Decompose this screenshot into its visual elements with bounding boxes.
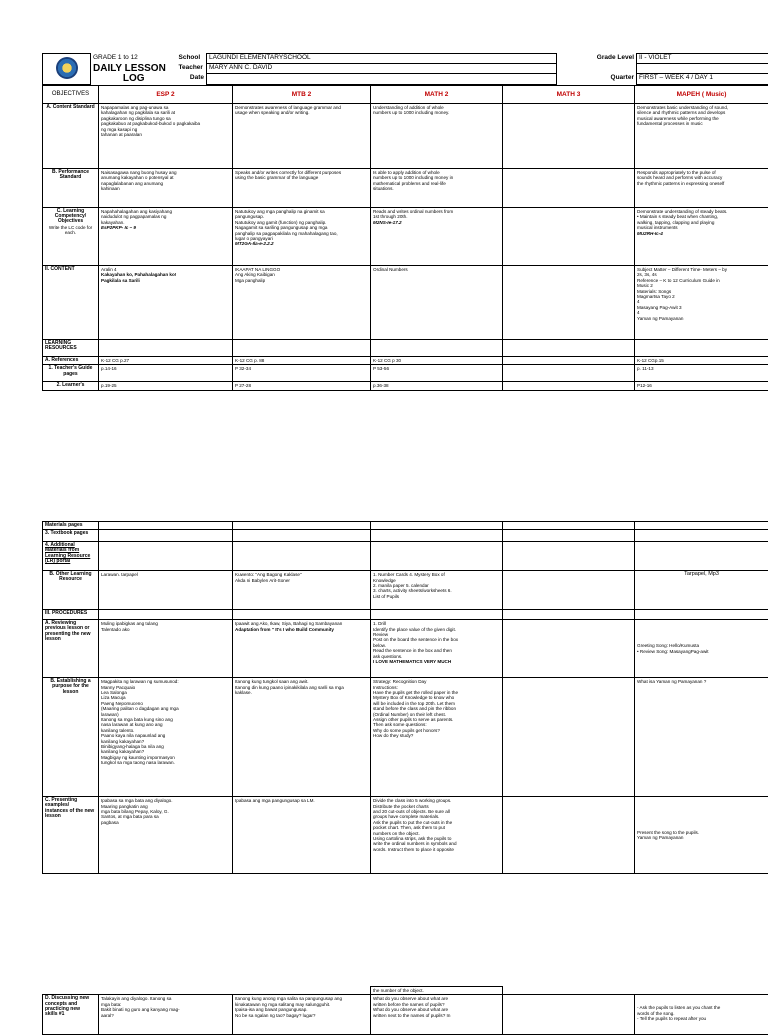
- blank: [635, 340, 768, 357]
- quarter-label: Quarter: [557, 74, 637, 85]
- cell-purpose-math3: [503, 678, 635, 797]
- cell-performance-mapeh: Responds appropriately to the pulse of sounds heard and performs with accuracy the rhythmic patterns in expressing oneself: [635, 169, 768, 208]
- blank: [371, 610, 503, 620]
- mtb-review-text: Ipaawit ang Ako, Ikaw, Siya, Bahagi ng Sambayanan: [235, 621, 368, 626]
- blank: [371, 530, 503, 542]
- blank: [635, 522, 768, 530]
- blank: [233, 340, 371, 357]
- col-esp: ESP 2: [99, 86, 233, 104]
- cell-competency-mtb: [233, 208, 371, 266]
- grade-level-label: Grade Level: [557, 54, 637, 64]
- blank: [99, 530, 233, 542]
- math2-review-text: 1. Drill Identify the place value of the given digit. Review Post on the board the sentence in the box below. Read the sentence in the box and then ask questions.: [373, 621, 500, 659]
- procedures-continued-table: [42, 986, 768, 1035]
- cell-content-standard-esp: Napapamalas ang pag-unawa sa kahalagahan ng pagkilala sa sarili at pagkakaroon ng disiplina tungo sa pagkakabuo at pagkabukod-bukod o pagkakaiba ng mga kasapi ng tahanan at paaralan: [99, 104, 233, 169]
- cell-content-standard-math3: [503, 104, 635, 169]
- blank: [503, 610, 635, 620]
- math2-lc-code: M2NS-Ie-17.2: [373, 220, 500, 225]
- row-label-materials: Materials pages: [43, 522, 99, 530]
- cell-competency-esp: [99, 208, 233, 266]
- mtb-competency-text: Natutukoy ang mga panghalip na ginamit sa pangungusap. Natutukoy ang gamit (function) ng panghalip. Nagagamit sa sariling pangungusap ang mga panghalip sa pagpapakilala ng mahahalagang tao, lugar o pangyayari: [235, 209, 368, 241]
- cell-other-esp: Larawan. tarpapel: [99, 571, 233, 610]
- cell-tg-mapeh: p. 11-13: [635, 365, 768, 382]
- row-label-content-standard: A. Content Standard: [43, 104, 99, 169]
- cell-content-math2: Ordinal Numbers: [371, 266, 503, 340]
- lesson-log-page-2: [42, 521, 768, 874]
- cell-purpose-math2: Strategy: Recognition Day Instructions: Have the pupils get the rolled paper in the Mystery Box of Knowledge to know who will be included in the top 20th. Let them stand before the class and pin the ribbon (Ordinal Number) on their left chest. Assign other pupils to serve as parents. Then ask some questions: Why do some pupils get honors? How do they study?: [371, 678, 503, 797]
- cell-discussing-math3: [503, 995, 635, 1035]
- cell-presenting-esp: Ipabasa sa mga bata ang diyalogo. Maaring pangkatin ang mga bata bilang Pepay, Kaloy, G. Santos, at mga bata para sa pagbasa: [99, 797, 233, 874]
- blank: [371, 542, 503, 571]
- cell-competency-mapeh: [635, 208, 768, 266]
- blank: [43, 987, 99, 995]
- cell-other-mapeh: Tarpapel, Mp3: [635, 571, 768, 610]
- cell-references-math2: K-12 CG p 30: [371, 357, 503, 365]
- cell-references-mapeh: K-12 CGp.15: [635, 357, 768, 365]
- blank: [233, 610, 371, 620]
- competency-label: C. Learning Competency/ Objectives: [45, 209, 96, 225]
- blank: [99, 542, 233, 571]
- blank: [99, 610, 233, 620]
- procedures-table: [42, 521, 768, 874]
- cell-performance-esp: Naisasagawa nang buong husay ang anumang kakayahan o potensyal at napaglalabanan ang anumang kahinaan: [99, 169, 233, 208]
- blank: [503, 522, 635, 530]
- col-mtb: MTB 2: [233, 86, 371, 104]
- cell-reviewing-math3: [503, 620, 635, 678]
- blank: [233, 987, 371, 995]
- blank: [503, 340, 635, 357]
- math2-review-sentence: I LOVE MATHEMATICS VERY MUCH: [373, 659, 500, 664]
- blank: [233, 542, 371, 571]
- cell-presenting-math3: [503, 797, 635, 874]
- cell-learners-math2: p.36-38: [371, 382, 503, 390]
- row-label-additional-materials: 4. Additional Materials from Learning Resource (LR) portal: [43, 542, 99, 571]
- blank: [99, 522, 233, 530]
- esp-lc-code: EsP2PKP- Ic – 9: [101, 225, 230, 230]
- cell-competency-math2: [371, 208, 503, 266]
- cell-other-math2: 1. Number Cards 4. Mystery Box of Knowledge 2. manila paper 5. calendar 3. charts, activity sheets/worksheets 6. List of Pupils: [371, 571, 503, 610]
- row-label-content: II. CONTENT: [43, 266, 99, 340]
- date-value: [207, 74, 557, 85]
- cell-learners-math3: [503, 382, 635, 390]
- blank: [503, 542, 635, 571]
- cell-references-math3: [503, 357, 635, 365]
- cell-performance-math2: Is able to apply addition of whole numbers up to 1000 including money in mathematical problems and real-life situations.: [371, 169, 503, 208]
- cell-tg-esp: p.14-16: [99, 365, 233, 382]
- teacher-label: Teacher: [177, 64, 207, 74]
- cell-tg-mtb: P 32-34: [233, 365, 371, 382]
- cell-content-standard-mapeh: Demonstrates basic understanding of sound, silence and rhythmic patterns and develops musical awareness while performing the fundamental processes in music: [635, 104, 768, 169]
- cell-presenting-mapeh: Present the song to the pupils. Yaman ng Pamayanan: [635, 797, 768, 874]
- cell-tg-math3: [503, 365, 635, 382]
- cell-content-esp: [99, 266, 233, 340]
- cell-content-mapeh: Subject Matter – Different Time- Meters – by 2s, 3s, 4s Reference – K to 12 Curriculum Guide in Music 2 Materials: Songs Magmartsa Tayo 2 4 Masayang Pag-Awit 3 4 Yaman ng Pamayanan: [635, 266, 768, 340]
- cell-purpose-esp: Magpakita ng larawan ng sumusunod: Manny Pacquaio Lea Salonga Liza Macuja Paeng Nepomuceno (Maaring palitan o dagdagan ang mga larawan) Itanong sa mga bata kung sino ang nasa larawan at kung ano ang kanilang talento. Paano kaya nila napaunlad ang kanilang kakayahan? Binibigyang-halaga ba nila ang kanilang kakayahan? Magbigay ng kaunting impormasyon tungkol sa mga taong nasa larawan.: [99, 678, 233, 797]
- blank: [557, 64, 637, 74]
- row-label-textbook: 3. Textbook pages: [43, 530, 99, 542]
- school-value: LAGUNDI ELEMENTARYSCHOOL: [207, 54, 557, 64]
- blank: [503, 987, 635, 995]
- title-line2: LOG: [91, 74, 177, 85]
- cell-learners-mapeh: P12-16: [635, 382, 768, 390]
- blank: [635, 542, 768, 571]
- blank: [233, 522, 371, 530]
- mapeh-competency-text: Demonstrate understanding of steady beats. • Maintain s steady beat when chanting, walking, tapping, clapping and playing musical instruments: [637, 209, 766, 231]
- col-math3: MATH 3: [503, 86, 635, 104]
- row-label-other-resources: B. Other Learning Resource: [43, 571, 99, 610]
- cell-competency-math3: [503, 208, 635, 266]
- math2-competency-text: Reads and writes ordinal numbers from 1st through 20th.: [373, 209, 500, 220]
- cell-discussing-esp: Talakayin ang diyalogo. Itanong sa mga bata: Bakit binati ng guro ang kanyang mag- aaral?: [99, 995, 233, 1035]
- cell-carry-over-math2: the number of the object.: [371, 987, 503, 995]
- blank: [635, 610, 768, 620]
- col-math2: MATH 2: [371, 86, 503, 104]
- school-seal-logo: [43, 54, 91, 85]
- blank: [99, 340, 233, 357]
- cell-reviewing-mtb: [233, 620, 371, 678]
- row-label-reviewing: A. Reviewing previous lesson or presenting the new lesson: [43, 620, 99, 678]
- cell-discussing-mapeh: - Ask the pupils to listen as you chant the words of the song. - Tell the pupils to repeat after you: [635, 995, 768, 1035]
- mapeh-lc-code: MU2RH-Ic-4: [637, 231, 766, 236]
- lesson-log-page-3: [42, 986, 768, 1035]
- cell-content-standard-math2: Understanding of addition of whole numbers up to 1000 including money.: [371, 104, 503, 169]
- esp-competency-text: Napahahalagahan ang kasiyahang naidudulot ng pagpapamalas ng kakayahan.: [101, 209, 230, 225]
- cell-references-esp: K-12 CG p.27: [99, 357, 233, 365]
- competency-note: Write the LC code for each.: [45, 225, 96, 236]
- cell-reviewing-math2: [371, 620, 503, 678]
- row-label-competency: [43, 208, 99, 266]
- row-label-purpose: B. Establishing a purpose for the lesson: [43, 678, 99, 797]
- cell-reviewing-esp: Muling ipabigkas ang tulang Talentado ako: [99, 620, 233, 678]
- mtb-review-adaptation: Adaptation from " It's I who Build Community: [235, 627, 368, 632]
- row-label-procedures: III. PROCEDURES: [43, 610, 99, 620]
- grade-level-value: II - VIOLET: [637, 54, 768, 64]
- row-label-performance-standard: B. Performance Standard: [43, 169, 99, 208]
- row-label-discussing: D. Discussing new concepts and practicing new skills #1: [43, 995, 99, 1035]
- blank: [233, 530, 371, 542]
- col-objectives: OBJECTIVES: [43, 86, 99, 104]
- cell-performance-mtb: Speaks and/or writes correctly for different purposes using the basic grammar of the language: [233, 169, 371, 208]
- row-label-presenting: C. Presenting examples/ instances of the new lesson: [43, 797, 99, 874]
- school-label: School: [177, 54, 207, 64]
- cell-learners-esp: p.19-25: [99, 382, 233, 390]
- title-line1: DAILY LESSON: [91, 64, 177, 74]
- blank: [371, 340, 503, 357]
- objectives-table: [42, 85, 768, 391]
- blank: [503, 530, 635, 542]
- cell-reviewing-mapeh: Greeting Song: Hello/Kumusta • Review Song: MasayangPag-awit: [635, 620, 768, 678]
- teacher-value: MARY ANN C. DAVID: [207, 64, 557, 74]
- cell-tg-math2: P 53-56: [371, 365, 503, 382]
- cell-content-math3: [503, 266, 635, 340]
- lesson-log-page-1: [42, 53, 768, 391]
- cell-other-math3: [503, 571, 635, 610]
- cell-performance-math3: [503, 169, 635, 208]
- cell-learners-mtb: P 27-28: [233, 382, 371, 390]
- esp-lesson-number: Aralin 4: [101, 267, 230, 272]
- blank: [637, 64, 768, 74]
- row-label-learners: 2. Learner's: [43, 382, 99, 390]
- cell-purpose-mapeh: What isa Yaman ng Pamayanan ?: [635, 678, 768, 797]
- cell-other-mtb: Kuwento: "Ang Bagong Kaklase" Akda ni Babylen Arit-Soner: [233, 571, 371, 610]
- blank: [635, 987, 768, 995]
- cell-presenting-mtb: Ipabasa ang mga pangungusap sa LM.: [233, 797, 371, 874]
- cell-discussing-math2: What do you observe about what are written before the names of pupils? What do you observe about what are written next to the names of pupils? In: [371, 995, 503, 1035]
- cell-references-mtb: K-12 CG p. 88: [233, 357, 371, 365]
- header-table: [42, 53, 768, 85]
- blank: [371, 522, 503, 530]
- cell-discussing-mtb: Itanong kung anong mga salita sa pangungusap ang kinakatawan ng mga salitang may salungguhit. Ipaisa-isa ang bawat pangungusap. No be sa ngalan ng tao? bagay? lugar?: [233, 995, 371, 1035]
- blank: [99, 987, 233, 995]
- cell-presenting-math2: Divide the class into 5 working groups. Distribute the pocket charts and 20 cut-outs of objects. Be sure all groups have complete materials. Ask the pupils to put the cut-outs in the pocket chart. Then, ask them to put numbers on the object. Using cartolina strips, ask the pupils to write the ordinal numbers in symbols and words. Instruct them to place it opposite: [371, 797, 503, 874]
- cell-content-standard-mtb: Demonstrates awareness of language grammar and usage when speaking and/or writing.: [233, 104, 371, 169]
- date-label: Date: [177, 74, 207, 85]
- row-label-teachers-guide: 1. Teacher's Guide pages: [43, 365, 99, 382]
- blank: [635, 530, 768, 542]
- cell-content-mtb: IKAAPAT NA LINGGO Ang Aking Kaibigan Mga panghalip: [233, 266, 371, 340]
- row-label-references: A. References: [43, 357, 99, 365]
- col-mapeh: MAPEH ( Music): [635, 86, 768, 104]
- quarter-value: FIRST – WEEK 4 / DAY 1: [637, 74, 768, 85]
- cell-purpose-mtb: Itanong kung tungkol saan ang awit. Itanong din kung paano ipinakikilala ang sarili sa mga kaklase.: [233, 678, 371, 797]
- mtb-lc-code: MT2GA-Ila-e-2.2.2: [235, 241, 368, 246]
- grade-range: GRADE 1 to 12: [91, 54, 177, 64]
- row-label-resources: LEARNING RESOURCES: [43, 340, 99, 357]
- esp-lesson-title: Kakayahan ko, Pahahalagahan ko! Pagkilala sa Sarili: [101, 272, 230, 283]
